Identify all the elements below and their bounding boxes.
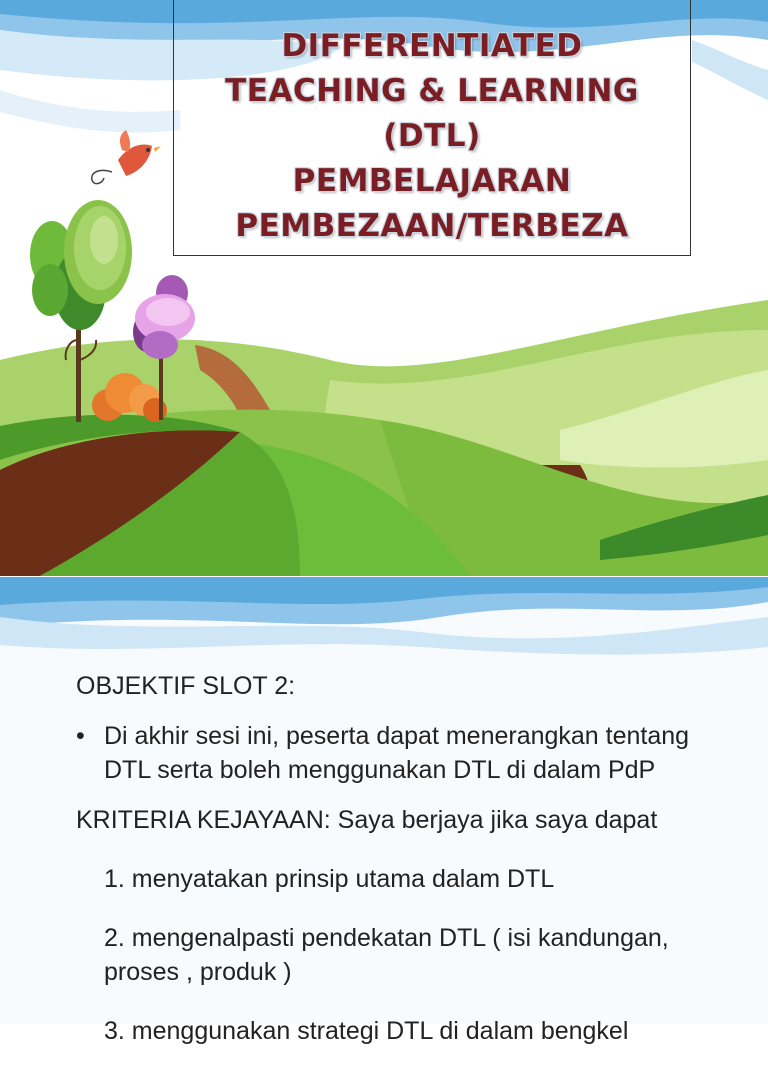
objectives-slide: [0, 577, 768, 1045]
kriteria-heading: KRITERIA KEJAYAAN: Saya berjaya jika saya dapat: [76, 806, 658, 834]
title-line-5: PEMBEZAAN/TERBEZA: [235, 207, 629, 244]
title-box: [173, 0, 691, 256]
title-line-2: TEACHING & LEARNING: [225, 72, 639, 109]
bullet-dot-icon: •: [76, 722, 85, 750]
criteria-item-1: 1. menyatakan prinsip utama dalam DTL: [104, 865, 555, 893]
objectives-content: [76, 669, 736, 1073]
objective-bullet: [76, 719, 736, 787]
criteria-item-2: 2. mengenalpasti pendekatan DTL ( isi kandungan, proses , produk ): [104, 924, 669, 986]
objective-bullet-text: Di akhir sesi ini, peserta dapat menerangkan tentang DTL serta boleh menggunakan DTL di dalam PdP: [104, 722, 690, 784]
title-line-1: DIFFERENTIATED: [281, 27, 583, 64]
title-line-3: (DTL): [383, 117, 481, 154]
criteria-item-3: 3. menggunakan strategi DTL di dalam bengkel: [104, 1017, 629, 1045]
title-line-4: PEMBELAJARAN: [292, 162, 572, 199]
objective-heading: OBJEKTIF SLOT 2:: [76, 672, 296, 700]
